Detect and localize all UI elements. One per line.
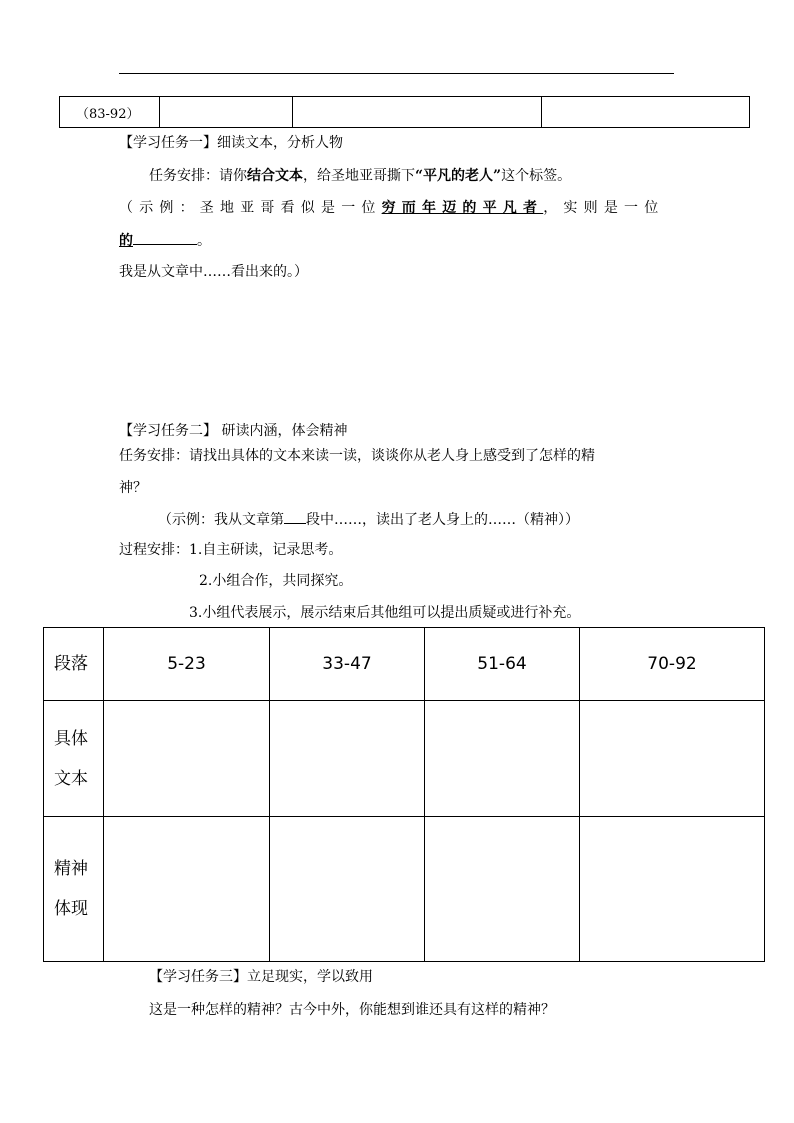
task1-heading: 【学习任务一】细读文本，分析人物 xyxy=(119,135,343,151)
table-cell[interactable] xyxy=(270,817,425,962)
task3-heading: 【学习任务三】立足现实，学以致用 xyxy=(149,969,373,985)
header-rule xyxy=(119,73,674,74)
table-header-cell: 51-64 xyxy=(425,628,580,701)
task1-example-blank-line: 的 。 xyxy=(119,230,211,251)
table-header-cell: 70-92 xyxy=(580,628,765,701)
answer-blank[interactable] xyxy=(133,230,197,245)
table-cell[interactable] xyxy=(270,701,425,817)
top-table-cell xyxy=(542,97,750,128)
table-cell[interactable] xyxy=(580,701,765,817)
table-header-cell: 33-47 xyxy=(270,628,425,701)
top-table-cell-range: （83-92） xyxy=(60,97,160,128)
top-table-cell xyxy=(160,97,293,128)
table-cell[interactable] xyxy=(104,817,270,962)
top-table-cell xyxy=(293,97,542,128)
table-header-label: 段落 xyxy=(44,628,104,701)
row-label-text: 具体 文本 xyxy=(44,701,104,817)
task2-process-1: 过程安排：1.自主研读，记录思考。 xyxy=(119,542,343,558)
top-table xyxy=(59,96,750,128)
table-cell[interactable] xyxy=(425,701,580,817)
task1-example: （示例：圣地亚哥看似是一位穷而年迈的平凡者，实则是一位 xyxy=(119,200,665,216)
task1-arrangement: 任务安排：请你结合文本，给圣地亚哥撕下“平凡的老人”这个标签。 xyxy=(149,168,572,184)
task2-arrangement-line2: 神？ xyxy=(119,480,147,496)
task2-process-2: 2.小组合作，共同探究。 xyxy=(199,573,353,589)
table-cell[interactable] xyxy=(580,817,765,962)
table-header-cell: 5-23 xyxy=(104,628,270,701)
task2-process-3: 3.小组代表展示，展示结束后其他组可以提出质疑或进行补充。 xyxy=(189,605,581,621)
task2-heading: 【学习任务二】 研读内涵，体会精神 xyxy=(119,423,348,439)
paragraph-blank[interactable] xyxy=(284,509,306,524)
analysis-table xyxy=(43,627,765,962)
task1-example-end: 我是从文章中……看出来的。） xyxy=(119,264,308,280)
task2-arrangement-line1: 任务安排：请找出具体的文本来读一读，谈谈你从老人身上感受到了怎样的精 xyxy=(119,448,595,464)
task2-example: （示例：我从文章第 段中……，读出了老人身上的……（精神）） xyxy=(158,509,579,530)
table-cell[interactable] xyxy=(104,701,270,817)
task3-question: 这是一种怎样的精神？古今中外，你能想到谁还具有这样的精神？ xyxy=(149,1002,555,1018)
row-label-spirit: 精神 体现 xyxy=(44,817,104,962)
table-cell[interactable] xyxy=(425,817,580,962)
